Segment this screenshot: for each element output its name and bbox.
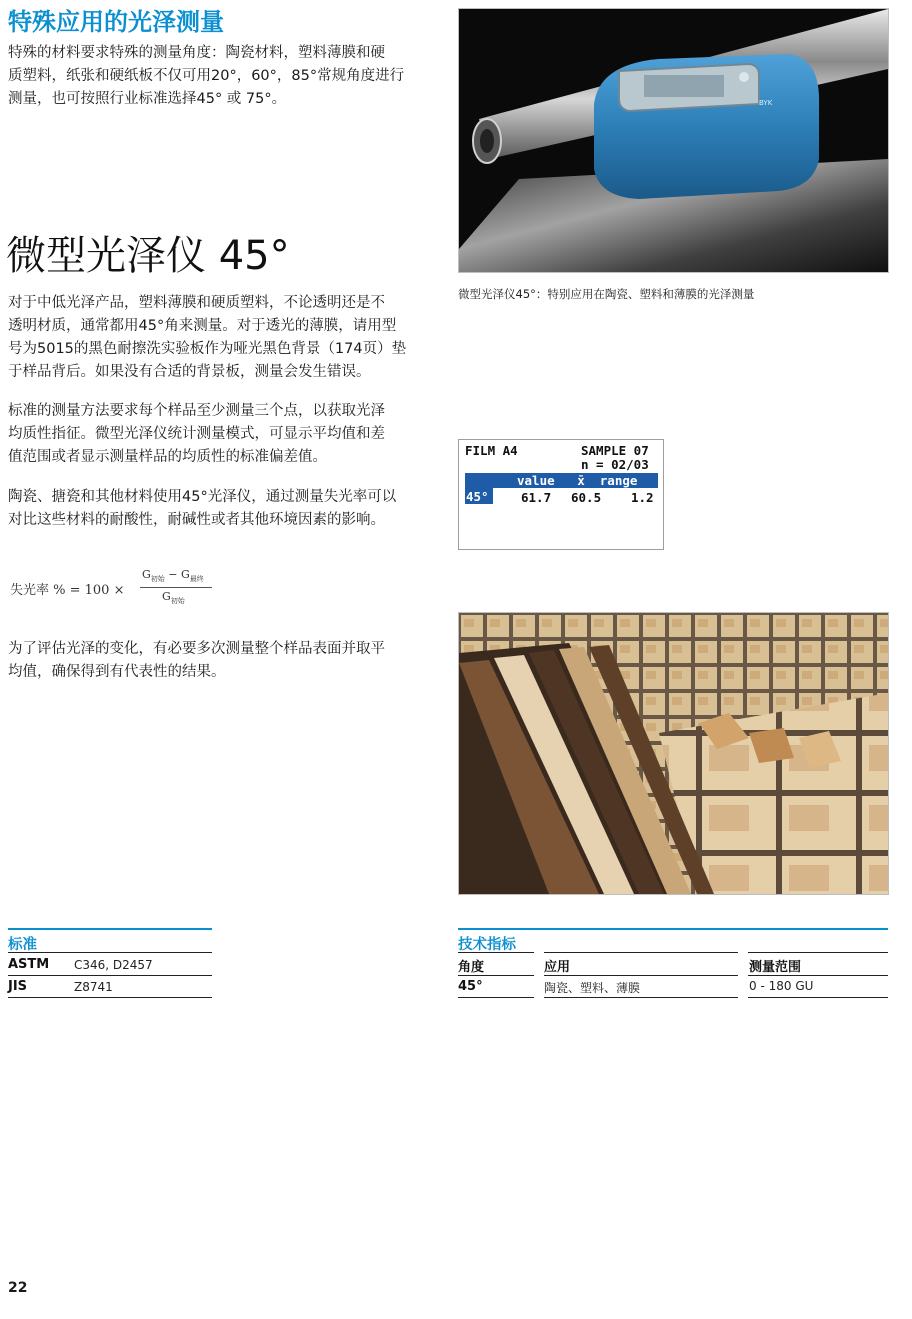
- lcd-header: value x̄ range: [517, 473, 638, 488]
- standards-top-rule: [8, 928, 212, 930]
- formula-sub: 初始: [150, 575, 165, 584]
- specs-rule: [544, 997, 738, 998]
- text-line: 对比这些材料的耐酸性，耐碱性或者其他环境因素的影响。: [8, 512, 385, 528]
- text-line: 特殊的材料要求特殊的测量角度：陶瓷材料，塑料薄膜和硬: [8, 45, 385, 61]
- text-line: 均值，确保得到有代表性的结果。: [8, 664, 226, 680]
- specs-header-range: 测量范围: [749, 960, 802, 975]
- ceramic-tiles-photo: [458, 612, 889, 895]
- standards-rule: [8, 975, 212, 976]
- formula-g: G: [162, 590, 171, 603]
- paragraph-usage: [8, 292, 406, 384]
- specs-rule: [458, 952, 534, 953]
- specs-rule: [748, 952, 888, 953]
- glossmeter-illustration: [459, 9, 888, 272]
- specs-cell-angle: 45°: [458, 979, 483, 994]
- text-line: 测量，也可按照行业标准选择45° 或 75°。: [8, 91, 287, 107]
- specs-cell-range: 0 - 180 GU: [749, 979, 814, 993]
- specs-rule: [544, 975, 738, 976]
- text-line: 质塑料，纸张和硬纸板不仅可用20°，60°，85°常规角度进行: [8, 68, 405, 84]
- lcd-display: [458, 439, 664, 550]
- formula-g: G: [181, 568, 190, 581]
- intro-paragraph: [8, 42, 404, 111]
- lcd-sample-label: SAMPLE 07: [581, 443, 649, 458]
- text-line: 于样品背后。如果没有合适的背景板，测量会发生错误。: [8, 364, 371, 380]
- specs-top-rule: [458, 928, 888, 930]
- text-line: 对于中低光泽产品，塑料薄膜和硬质塑料，不论透明还是不: [8, 295, 385, 311]
- formula-denominator: [162, 590, 185, 606]
- paragraph-method: [8, 400, 385, 469]
- formula-minus: −: [168, 568, 178, 581]
- formula-g: G: [142, 568, 151, 581]
- standards-rule: [8, 952, 212, 953]
- lcd-range: 1.2: [631, 490, 654, 505]
- section-title-special: 特殊应用的光泽测量: [8, 8, 224, 36]
- lcd-angle-box: [465, 488, 493, 504]
- text-line: 值范围或者显示测量样品的均质性的标准偏差值。: [8, 449, 327, 465]
- lcd-header-bar: [465, 473, 658, 488]
- lcd-angle: 45°: [466, 489, 489, 504]
- specs-cell-application: 陶瓷、塑料、薄膜: [544, 981, 641, 995]
- text-line: 为了评估光泽的变化，有必要多次测量整个样品表面并取平: [8, 641, 385, 657]
- lcd-mean: 60.5: [571, 490, 602, 505]
- tiles-illustration: [459, 613, 888, 894]
- specs-header-application: 应用: [544, 960, 571, 975]
- standard-name: JIS: [8, 979, 28, 994]
- standards-rule: [8, 997, 212, 998]
- lcd-count: n = 02/03: [581, 457, 649, 472]
- specs-rule: [748, 997, 888, 998]
- specs-header-angle: 角度: [458, 960, 485, 975]
- standard-name: ASTM: [8, 957, 50, 972]
- gloss-loss-formula: [10, 568, 250, 612]
- product-title: 微型光泽仪 45°: [6, 233, 290, 279]
- specs-rule: [458, 997, 534, 998]
- specs-rule: [748, 975, 888, 976]
- text-line: 标准的测量方法要求每个样品至少测量三个点，以获取光泽: [8, 403, 385, 419]
- specs-rule: [544, 952, 738, 953]
- standard-value: C346, D2457: [74, 958, 153, 972]
- paragraph-ceramics: [8, 486, 396, 532]
- glossmeter-film-photo: [458, 8, 889, 273]
- specs-title: 技术指标: [458, 937, 516, 953]
- photo-caption: 微型光泽仪45°：特别应用在陶瓷、塑料和薄膜的光泽测量: [458, 287, 755, 301]
- standard-value: Z8741: [74, 980, 113, 994]
- text-line: 均质性指征。微型光泽仪统计测量模式，可显示平均值和差: [8, 426, 385, 442]
- formula-sub: 初始: [170, 597, 185, 606]
- formula-numerator: [142, 568, 204, 584]
- lcd-value: 61.7: [521, 490, 552, 505]
- formula-lhs: 失光率 % = 100 ×: [10, 583, 125, 598]
- text-line: 透明材质，通常都用45°角来测量。对于透光的薄膜，请用型: [8, 318, 397, 334]
- brand-logo: BYK: [759, 99, 773, 107]
- fraction-bar: [140, 587, 212, 588]
- text-line: 号为5015的黑色耐擦洗实验板作为哑光黑色背景（174页）垫: [8, 341, 407, 357]
- text-line: 陶瓷、搪瓷和其他材料使用45°光泽仪，通过测量失光率可以: [8, 489, 397, 505]
- paragraph-evaluation: [8, 638, 385, 684]
- standards-title: 标准: [8, 937, 37, 953]
- specs-rule: [458, 975, 534, 976]
- lcd-film-label: FILM A4: [465, 443, 518, 458]
- formula-sub: 最终: [189, 575, 204, 584]
- page-number: 22: [8, 1280, 28, 1296]
